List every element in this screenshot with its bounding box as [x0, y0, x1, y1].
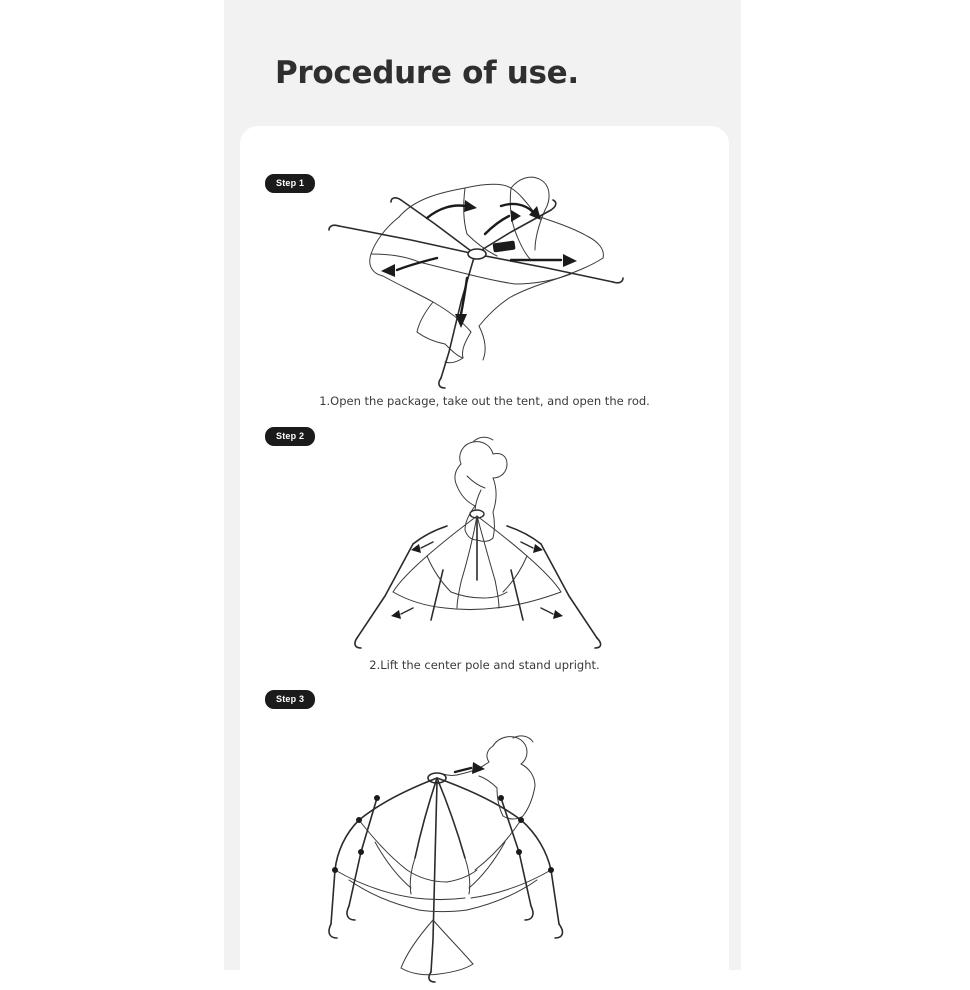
step-1 — [240, 126, 729, 426]
page-title: Procedure of use. — [275, 55, 579, 91]
step-3-illustration — [315, 720, 655, 990]
person-lifting-center-pole-diagram — [315, 420, 655, 660]
step-3 — [240, 686, 729, 986]
person-standing-tent-upright-diagram — [315, 720, 655, 990]
step-3-badge: Step 3 — [265, 690, 315, 709]
steps-card — [240, 126, 729, 986]
step-1-badge: Step 1 — [265, 174, 315, 193]
step-2 — [240, 422, 729, 690]
tent-flat-open-rods-diagram — [315, 162, 655, 392]
step-2-illustration — [315, 420, 655, 660]
step-2-badge: Step 2 — [265, 427, 315, 446]
step-1-caption: 1.Open the package, take out the tent, and open the rod. — [319, 394, 650, 408]
step-2-caption: 2.Lift the center pole and stand upright. — [369, 658, 600, 672]
step-1-illustration — [315, 162, 655, 392]
